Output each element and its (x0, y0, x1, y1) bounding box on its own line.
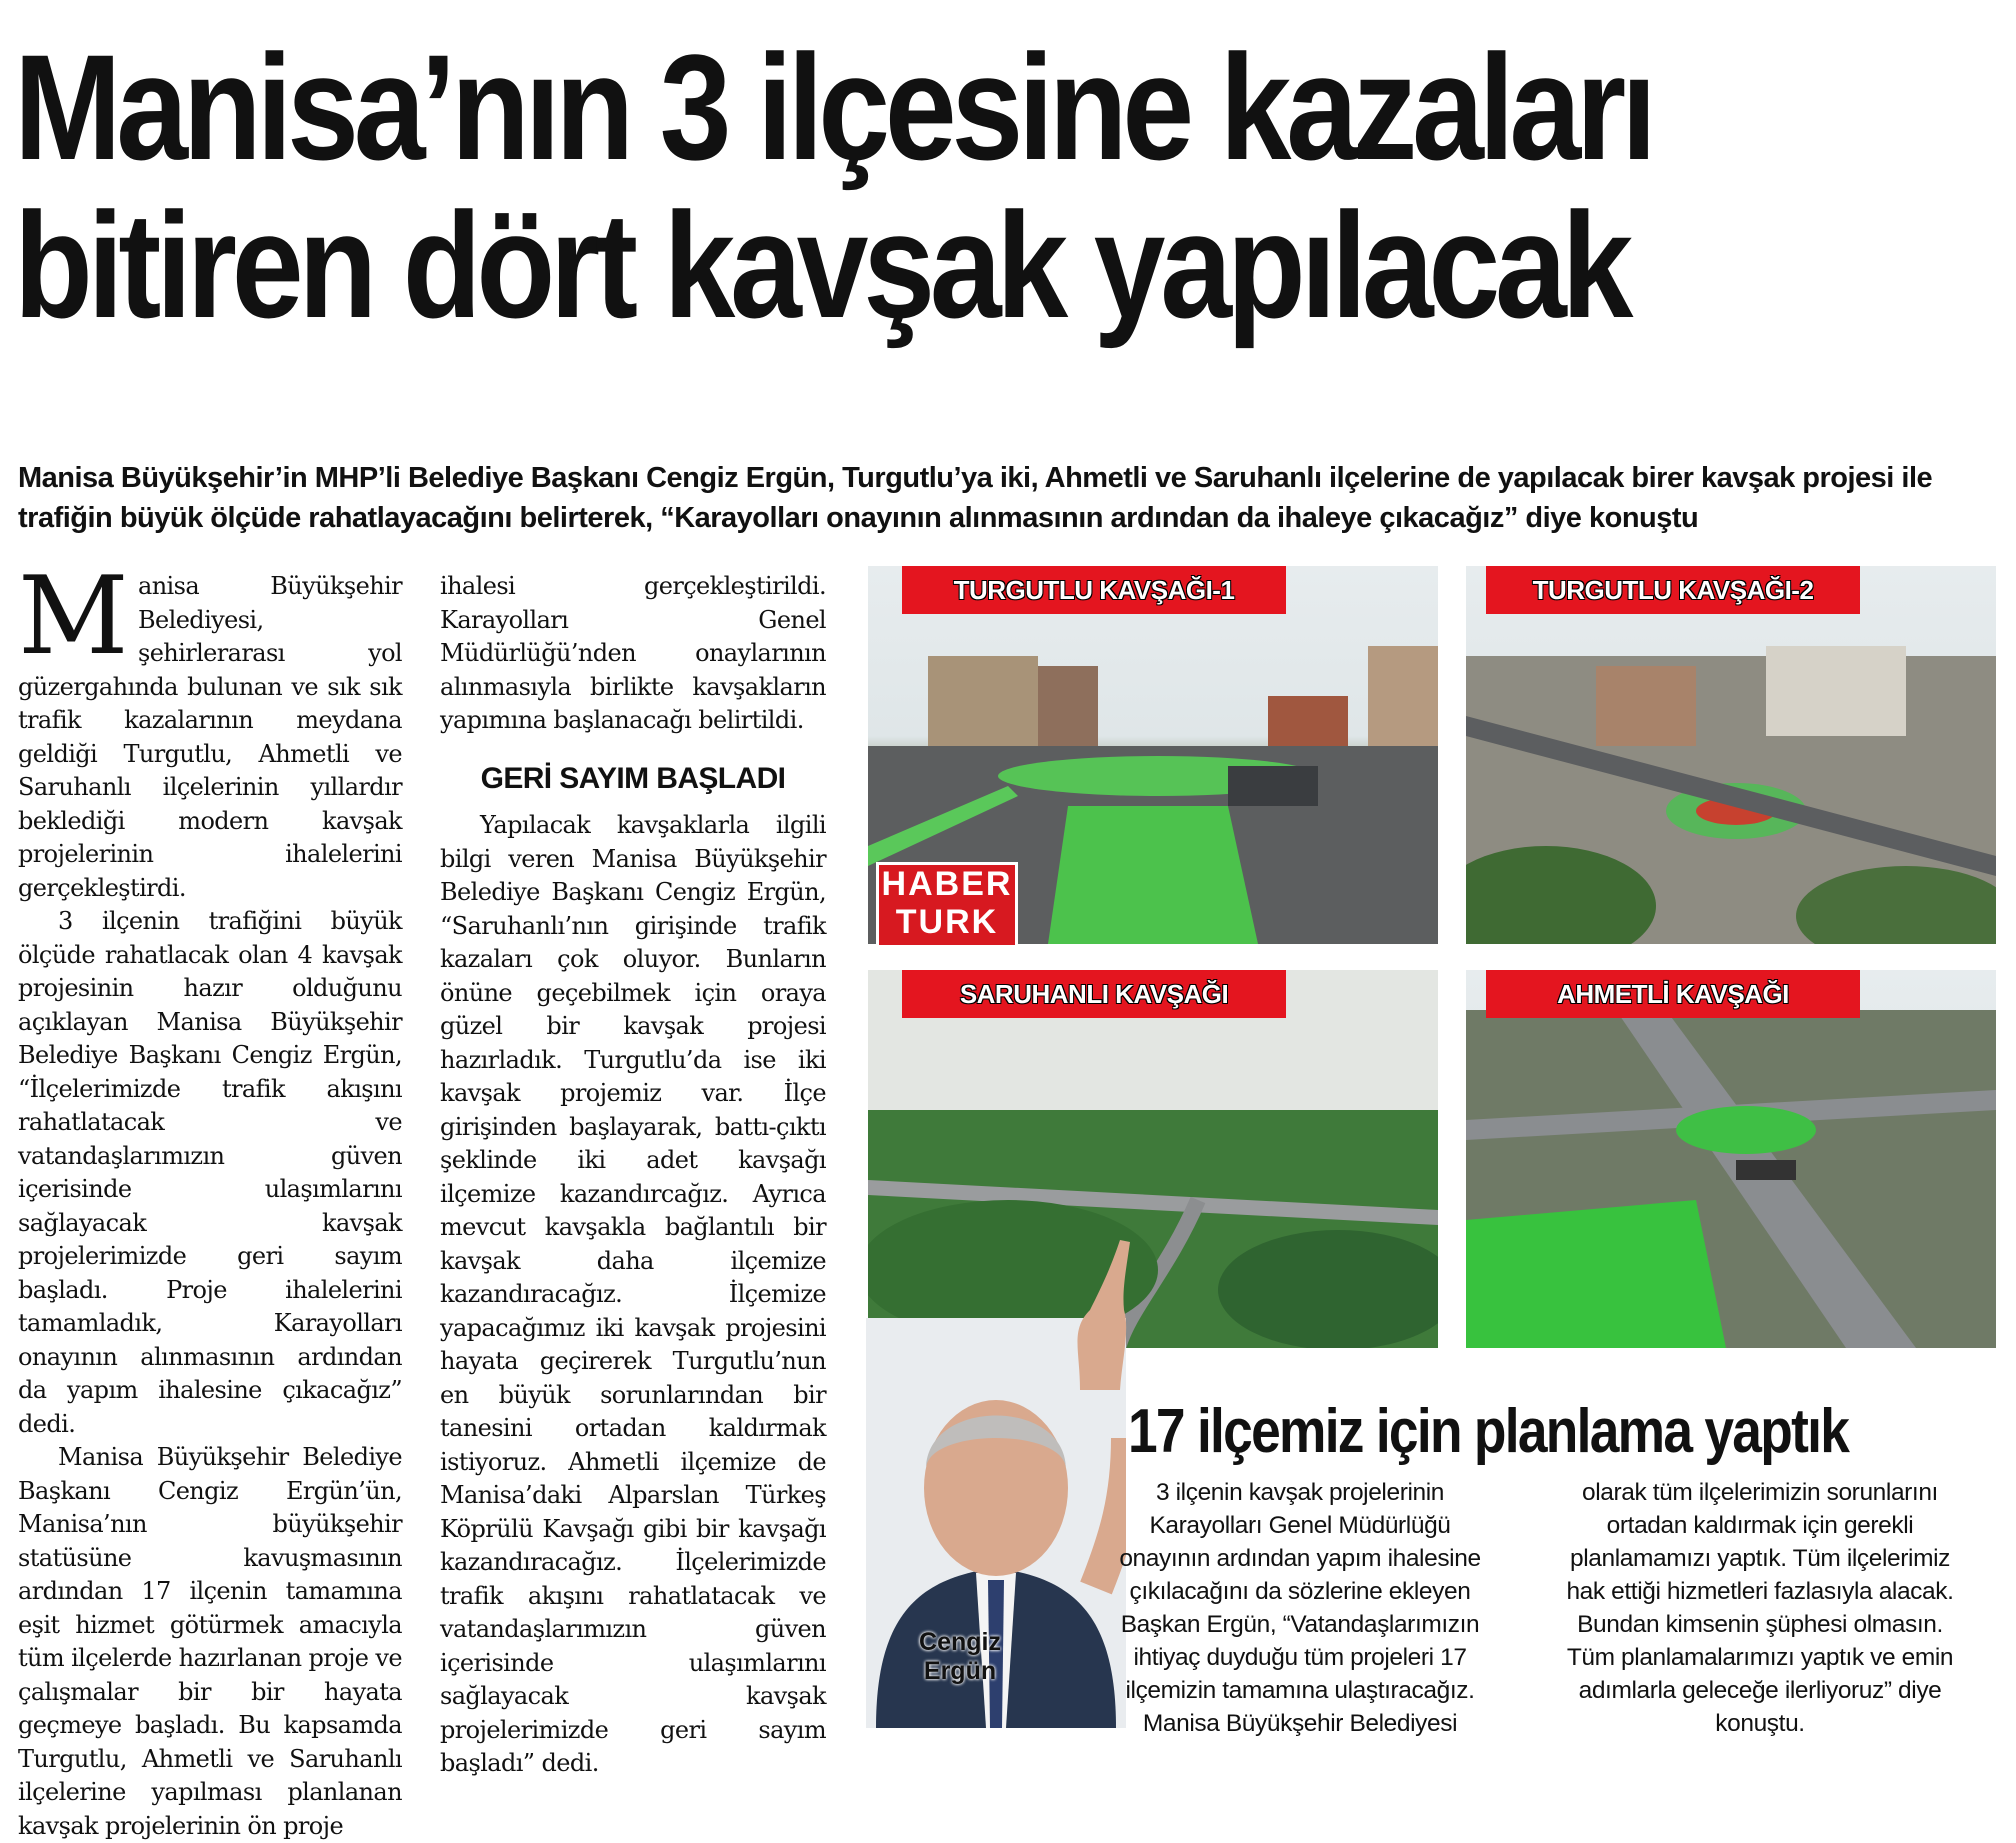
photo-saruhanli (868, 970, 1438, 1348)
photo-label: AHMETLİ KAVŞAĞI (1486, 970, 1860, 1018)
photo-ahmetli (1466, 970, 1996, 1348)
box-column-1: 3 ilçenin kavşak projelerinin Karayolları Genel Müdürlüğü onayının ardından yapım ihalesine çıkılacağını da sözlerine ekleyen Başkan Ergün, “Vatandaşlarımızın ihtiyaç duyduğu tüm projeleri 17 ilçemizin tamamına ulaştıracağız. Manisa Büyükşehir Belediyesi (1119, 1479, 1481, 1737)
headline-line-2: bitiren dört kavşak yapılacak (14, 181, 1629, 349)
caption-line-2: Ergün (923, 1657, 997, 1685)
article-subhead: GERİ SAYIM BAŞLADI (480, 761, 786, 795)
box-column-2: olarak tüm ilçelerimizin sorunlarını ortadan kaldırmak için gerekli planlamamızı yaptık. Tüm ilçelerimiz hak ettiği hizmetleri fazlasıyla alacak. Bundan kimsenin şüphesi olmasın. Tüm planlamalarımızı yaptık ve emin adımlarla geleceğe ilerliyoruz” diye konuştu. (1566, 1479, 1954, 1737)
headline (14, 23, 1725, 349)
caption-line-1: Cengiz (919, 1628, 1001, 1656)
article-paragraph: Manisa Büyükşehir Belediye Başkanı Cengiz Ergün’ün, Manisa’nın büyükşehir statüsüne kavuşmasının ardından 17 ilçenin tamamına eşit hizmet götürmek amacıyla tüm ilçelerde hazırlanan proje ve çalışmalar bir bir hayata geçmeye başladı. Bu kapsamda Turgutlu, Ahmetli ve Saruhanlı ilçelerine yapılması planlanan kavşak projelerinin ön proje (18, 1443, 402, 1840)
photo-turgutlu-2 (1466, 566, 1996, 944)
pointing-hand-illustration (1060, 1230, 1150, 1390)
photo-label: SARUHANLI KAVŞAĞI (902, 970, 1286, 1018)
article-column-2 (440, 570, 826, 1781)
haberturk-logo-line-2: TURK (895, 903, 999, 941)
photo-label: TURGUTLU KAVŞAĞI-1 (902, 566, 1286, 614)
article-paragraph: Yapılacak kavşaklarla ilgili bilgi veren Manisa Büyükşehir Belediye Başkanı Cengiz Ergün, “Saruhanlı’nın girişinde trafik kazaları çok oluyor. Bunların önüne geçebilmek için oraya güzel bir kavşak projesi hazırladık. Turgutlu’da ise iki kavşak projemiz var. İlçe girişinden başlayarak, battı-çıktı şeklinde iki adet kavşağı ilçemize kazandırcağız. Ayrıca mevcut kavşakla bağlantılı bir kavşak daha ilçemize kazandıracağız. İlçemize yapacağımız iki kavşak projesini hayata geçirerek Turgutlu’nun en büyük sorunlarından bir tanesini ortadan kaldırmak istiyoruz. Ahmetli ilçemize de Manisa’daki Alparslan Türkeş Köprülü Kavşağı gibi bir kavşağı kazandıracağız. İlçelerimizde trafik akışını rahatlatacak ve vatandaşlarımızın güven içerisinde ulaşımlarını sağlayacak kavşak projelerimizde geri sayım başladı” dedi. (440, 811, 826, 1777)
haberturk-logo-line-1: HABER (881, 865, 1013, 903)
article-paragraph: ihalesi gerçekleştirildi. Karayolları Genel Müdürlüğü’nden onaylarının alınmasıyla birlikte kavşakların yapımına başlanacağı belirtildi. (440, 572, 826, 734)
spot-text: Manisa Büyükşehir’in MHP’li Belediye Başkanı Cengiz Ergün, Turgutlu’ya iki, Ahmetli ve Saruhanlı ilçelerine de yapılacak birer kavşak projesi ile trafiğin büyük ölçüde rahatlayacağını belirterek, “Karayolları onayının alınmasının ardından da ihaleye çıkacağız” diye konuştu (18, 462, 1933, 534)
article-paragraph: 3 ilçenin trafiğini büyük ölçüde rahatlacak olan 4 kavşak projesinin hazır olduğunu açıklayan Manisa Büyükşehir Belediye Başkanı Cengiz Ergün, “İlçelerimizde trafik akışını rahatlatacak ve vatandaşlarımızın güven içerisinde ulaşımlarını sağlayacak kavşak projelerimizde geri sayım başladı. Proje ihalelerini tamamladık, Karayolları onayının alınmasının ardından da yapım ihalesine çıkacağız” dedi. (18, 907, 402, 1438)
haberturk-logo (876, 862, 1018, 948)
photo-caption (900, 1628, 1020, 1686)
render-illustration (1466, 566, 1996, 944)
article-column-1 (18, 554, 402, 1843)
drop-cap: M (18, 554, 128, 679)
box-title: 17 ilçemiz için planlama yaptık (1128, 1397, 1849, 1466)
headline-line-1: Manisa’nın 3 ilçesine kazaları (14, 23, 1652, 191)
render-illustration (868, 970, 1438, 1348)
photo-label: TURGUTLU KAVŞAĞI-2 (1486, 566, 1860, 614)
article-paragraph: Manisa Büyükşehir Belediyesi, şehirlerarası yol güzergahında bulunan ve sık sık trafik kazalarının meydana geldiği Turgutlu, Ahmetli ve Saruhanlı ilçelerinin yıllardır beklediği modern kavşak projelerinin ihalelerini gerçekleştirdi. (18, 554, 402, 902)
render-illustration (1466, 970, 1996, 1348)
